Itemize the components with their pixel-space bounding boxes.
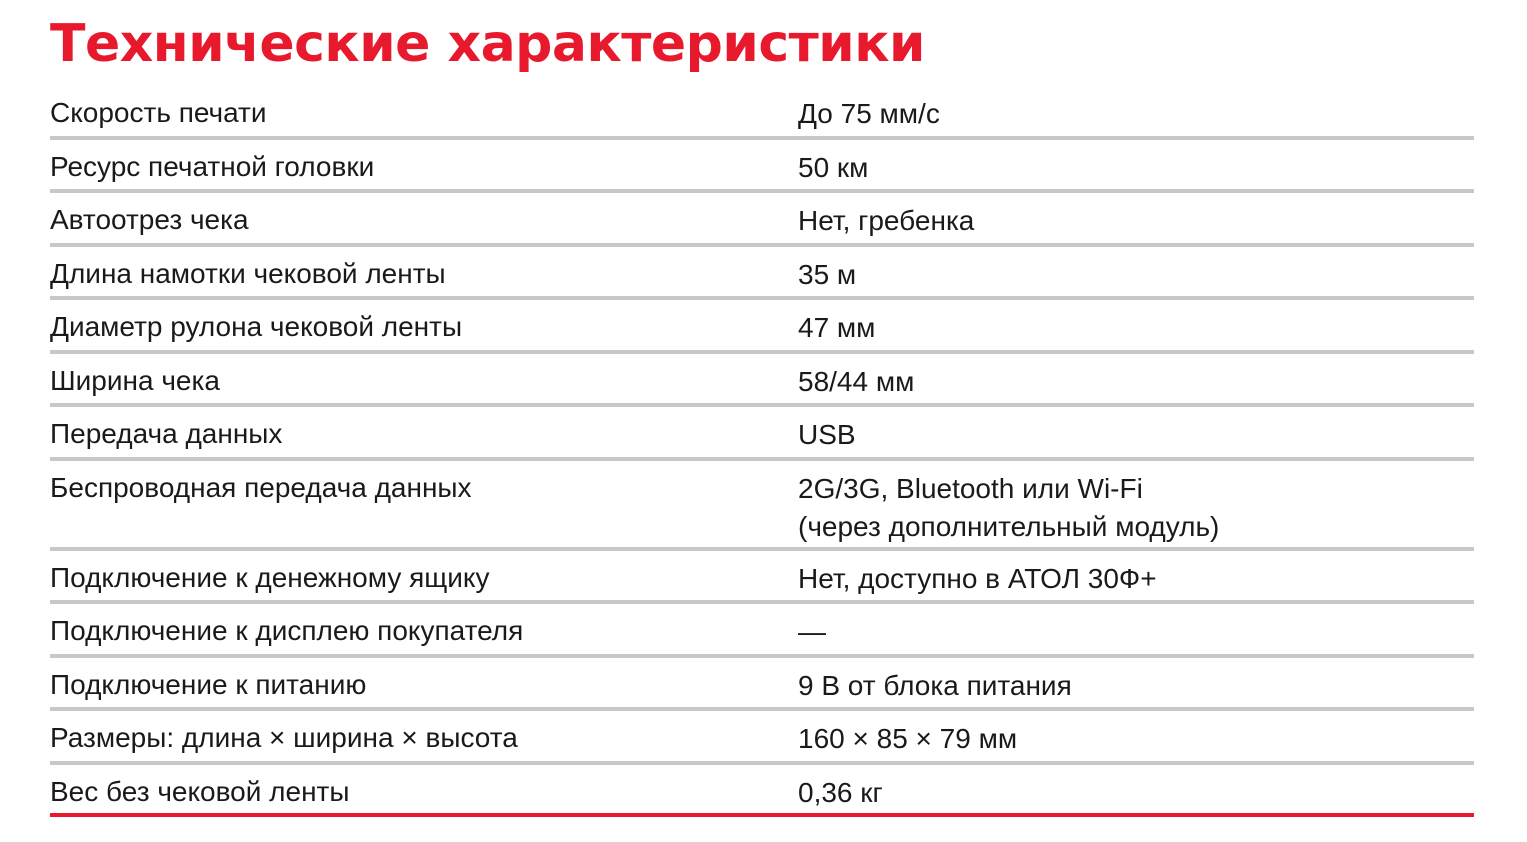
spec-value: Нет, гребенка xyxy=(798,205,975,236)
spec-value: 160 × 85 × 79 мм xyxy=(798,723,1018,754)
spec-row-printhead-resource xyxy=(50,140,1474,194)
spec-label: Размеры: длина × ширина × высота xyxy=(50,722,518,753)
spec-row-data-transfer xyxy=(50,407,1474,461)
spec-row-receipt-width xyxy=(50,354,1474,408)
spec-row-wireless xyxy=(50,461,1474,551)
spec-label: Подключение к дисплею покупателя xyxy=(50,615,524,646)
spec-label: Беспроводная передача данных xyxy=(50,471,472,503)
specs-table xyxy=(50,86,1474,818)
spec-label: Скорость печати xyxy=(50,97,267,128)
spec-value: 35 м xyxy=(798,258,857,290)
spec-value: 2G/3G, Bluetooth или Wi-Fi (через дополнительный модуль) xyxy=(798,472,1220,542)
spec-value: 47 мм xyxy=(798,312,876,343)
spec-value: 58/44 мм xyxy=(798,365,915,397)
spec-value: USB xyxy=(798,419,856,450)
spec-value: До 75 мм/с xyxy=(798,98,940,129)
spec-row-weight xyxy=(50,765,1474,819)
spec-label: Длина намотки чековой ленты xyxy=(50,257,446,289)
spec-row-customer-display xyxy=(50,604,1474,658)
page-title: Технические характеристики xyxy=(50,14,925,74)
spec-row-dimensions xyxy=(50,711,1474,765)
bottom-accent-rule xyxy=(50,813,1474,817)
spec-label: Подключение к денежному ящику xyxy=(50,561,490,593)
spec-label: Ширина чека xyxy=(50,364,220,396)
spec-label: Подключение к питанию xyxy=(50,668,367,700)
spec-label: Диаметр рулона чековой ленты xyxy=(50,311,463,342)
spec-label: Передача данных xyxy=(50,418,283,449)
spec-row-roll-diameter xyxy=(50,300,1474,354)
spec-label: Автоотрез чека xyxy=(50,204,249,235)
spec-value: 50 км xyxy=(798,151,869,183)
spec-value: 9 В от блока питания xyxy=(798,669,1072,701)
spec-row-autocut xyxy=(50,193,1474,247)
spec-label: Вес без чековой ленты xyxy=(50,775,350,807)
spec-row-roll-length xyxy=(50,247,1474,301)
spec-row-print-speed xyxy=(50,86,1474,140)
spec-value: — xyxy=(798,616,826,647)
spec-row-cash-drawer xyxy=(50,551,1474,605)
spec-value: 0,36 кг xyxy=(798,776,883,808)
spec-label: Ресурс печатной головки xyxy=(50,150,375,182)
spec-value: Нет, доступно в АТОЛ 30Ф+ xyxy=(798,562,1157,594)
spec-row-power xyxy=(50,658,1474,712)
